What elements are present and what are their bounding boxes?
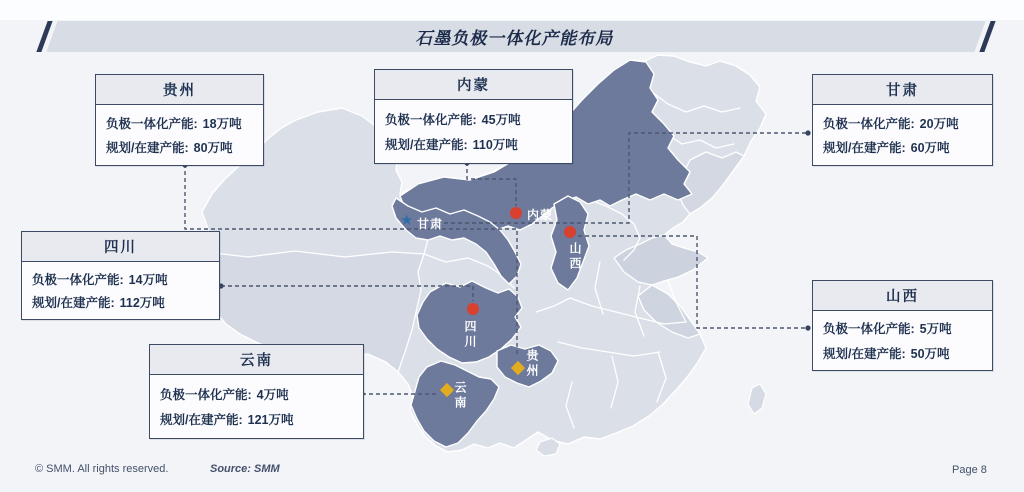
planned-row: 规划/在建产能: 80万吨 — [106, 141, 233, 156]
callout-shanxi-title: 山西 — [813, 281, 992, 311]
planned-row: 规划/在建产能: 112万吨 — [32, 296, 165, 311]
planned-row: 规划/在建产能: 60万吨 — [823, 141, 950, 156]
map-label-yunnan: 云南 — [453, 381, 467, 411]
callout-guizhou-title: 贵州 — [96, 75, 263, 105]
callout-yunnan-title: 云南 — [150, 345, 363, 375]
planned-row: 规划/在建产能: 50万吨 — [823, 346, 950, 361]
source-text: Source: SMM — [210, 463, 280, 475]
page-title: 石墨负极一体化产能布局 — [414, 29, 617, 48]
callout-gansu-title: 甘肃 — [813, 75, 992, 105]
callout-gansu — [812, 74, 993, 166]
planned-row: 规划/在建产能: 121万吨 — [160, 413, 294, 428]
capacity-row: 负极一体化产能: 45万吨 — [385, 112, 521, 127]
callout-sichuan-title: 四川 — [22, 232, 219, 262]
gansu-star-marker: ★ — [400, 212, 414, 229]
map-label-shanxi: 山西 — [568, 242, 582, 272]
planned-row: 规划/在建产能: 110万吨 — [385, 138, 518, 153]
callout-sichuan — [21, 231, 220, 320]
shanxi-dot-marker — [564, 226, 576, 238]
map-label-neimeng: 内蒙 — [527, 208, 554, 222]
page-number: Page 8 — [952, 464, 987, 476]
callout-yunnan — [149, 344, 364, 439]
callout-neimeng — [374, 69, 573, 164]
callout-guizhou — [95, 74, 264, 166]
island-taiwan — [748, 384, 766, 414]
map-label-sichuan: 四川 — [463, 320, 477, 350]
capacity-row: 负极一体化产能: 18万吨 — [106, 116, 242, 131]
map-label-gansu: 甘肃 — [417, 217, 444, 231]
callout-neimeng-title: 内蒙 — [375, 70, 572, 100]
island-hainan — [536, 438, 560, 456]
neimeng-dot-marker — [510, 207, 522, 219]
capacity-row: 负极一体化产能: 20万吨 — [823, 116, 959, 131]
copyright-text: © SMM. All rights reserved. — [35, 463, 169, 475]
callout-shanxi — [812, 280, 993, 371]
capacity-row: 负极一体化产能: 14万吨 — [32, 272, 168, 287]
map-label-guizhou: 贵州 — [525, 349, 539, 379]
capacity-row: 负极一体化产能: 5万吨 — [823, 322, 952, 337]
capacity-row: 负极一体化产能: 4万吨 — [160, 387, 289, 402]
sichuan-dot-marker — [467, 303, 479, 315]
